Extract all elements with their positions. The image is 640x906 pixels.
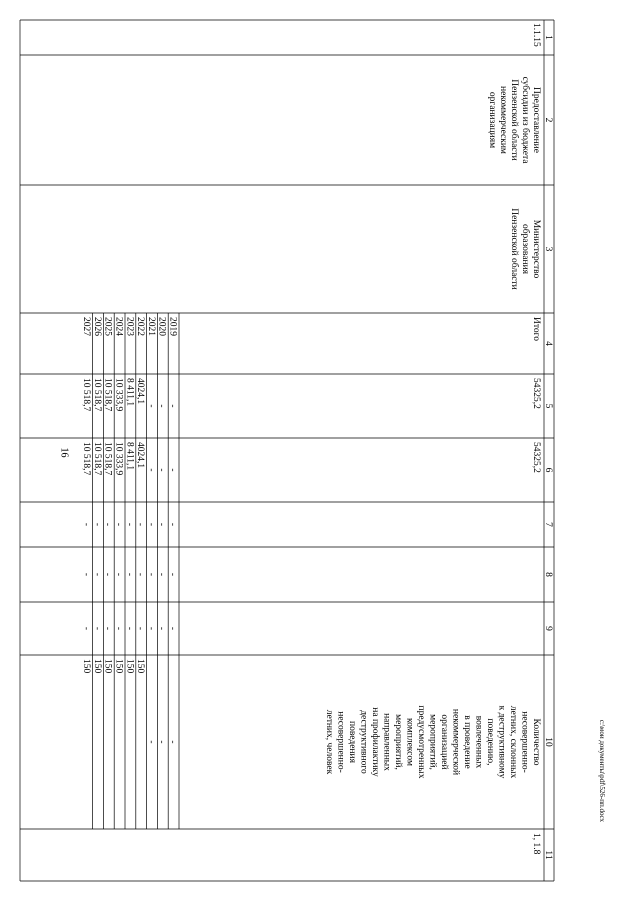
year-cell: 4024,1 bbox=[135, 442, 146, 469]
year-cell: 10 518,7 bbox=[102, 378, 113, 412]
year-cell: - bbox=[91, 626, 102, 631]
year-cell: - bbox=[113, 522, 124, 527]
column-number: 3 bbox=[543, 246, 553, 252]
year-cell: - bbox=[167, 468, 178, 472]
indicator-line: мероприятий, bbox=[427, 714, 438, 770]
year-cell: - bbox=[102, 522, 113, 527]
col11-value: 1, 1.8 bbox=[531, 833, 541, 855]
column-number: 5 bbox=[543, 403, 553, 409]
year-cell: - bbox=[113, 572, 124, 577]
year-cell: 10 333,9 bbox=[113, 378, 124, 412]
year-cell: - bbox=[124, 522, 135, 527]
year-label: 2019 bbox=[167, 317, 178, 336]
column-number: 2 bbox=[543, 117, 553, 123]
event-name-line: Предоставление bbox=[531, 87, 541, 153]
column-number: 6 bbox=[543, 467, 553, 473]
year-cell: - bbox=[156, 404, 167, 408]
year-label: 2027 bbox=[81, 317, 92, 336]
indicator-line: комплексом bbox=[404, 718, 415, 766]
year-cell: - bbox=[135, 626, 146, 631]
year-cell: 8 411,1 bbox=[124, 378, 135, 407]
year-cell: - bbox=[81, 522, 92, 527]
year-cell: - bbox=[156, 626, 167, 631]
year-cell: - bbox=[167, 572, 178, 577]
year-cell: - bbox=[167, 626, 178, 631]
indicator-line: несовершенно- bbox=[519, 711, 530, 773]
year-cell: - bbox=[167, 740, 178, 744]
year-cell: - bbox=[124, 626, 135, 631]
year-label: 2022 bbox=[135, 317, 146, 336]
year-cell: 10 518,7 bbox=[102, 442, 113, 476]
year-cell: - bbox=[135, 572, 146, 577]
year-cell: - bbox=[145, 522, 156, 527]
event-name-line: субсидии из бюджета bbox=[520, 76, 530, 164]
event-name-line: организациям bbox=[487, 91, 497, 149]
indicator-line: поведения bbox=[347, 721, 357, 763]
year-cell: 10 518,7 bbox=[81, 442, 92, 476]
indicator-line: к деструктивному bbox=[496, 705, 507, 779]
year-cell: 150 bbox=[135, 659, 146, 674]
executor-line: Министерство bbox=[531, 219, 541, 279]
indicator-line: Количество bbox=[531, 718, 541, 766]
year-cell: - bbox=[124, 572, 135, 577]
year-label: 2023 bbox=[124, 317, 135, 336]
indicator-line: летних, человек bbox=[324, 709, 334, 775]
year-cell: - bbox=[156, 740, 167, 744]
indicator-line: предусмотренных bbox=[416, 705, 426, 779]
column-number: 10 bbox=[543, 737, 553, 747]
year-cell: - bbox=[167, 404, 178, 408]
executor-line: Пензенской области bbox=[509, 208, 519, 290]
column-number: 4 bbox=[543, 341, 553, 346]
year-cell: - bbox=[102, 626, 113, 631]
year-label: 2025 bbox=[102, 317, 113, 336]
column-number: 1 bbox=[543, 35, 553, 40]
year-cell: - bbox=[81, 626, 92, 631]
year-cell: 10 333,9 bbox=[113, 442, 124, 476]
column-number: 7 bbox=[543, 522, 553, 527]
indicator-line: направленных bbox=[381, 713, 392, 771]
year-cell: - bbox=[145, 626, 156, 631]
indicator-line: вовлеченных bbox=[473, 715, 484, 769]
year-cell: 150 bbox=[113, 659, 124, 674]
indicator-line: поведению, bbox=[485, 718, 495, 766]
year-cell: - bbox=[113, 626, 124, 631]
total-label: Итого bbox=[531, 317, 541, 342]
total-col5: 54325,2 bbox=[531, 378, 541, 409]
year-cell: - bbox=[91, 522, 102, 527]
indicator-line: мероприятий, bbox=[393, 714, 403, 770]
column-number: 11 bbox=[543, 850, 553, 860]
table bbox=[20, 20, 554, 881]
year-cell: - bbox=[145, 404, 156, 408]
event-name-line: Пензенской области bbox=[509, 79, 519, 161]
year-label: 2026 bbox=[91, 317, 102, 336]
indicator-line: организацией bbox=[439, 714, 449, 770]
year-cell: - bbox=[135, 522, 146, 527]
year-label: 2020 bbox=[156, 317, 167, 336]
year-cell: 4024,1 bbox=[135, 378, 146, 405]
year-cell: 8 411,1 bbox=[124, 442, 135, 471]
year-cell: - bbox=[145, 740, 156, 744]
column-number: 8 bbox=[543, 572, 553, 577]
indicator-line: деструктивного bbox=[358, 710, 369, 774]
year-cell: - bbox=[156, 468, 167, 472]
year-label: 2021 bbox=[145, 317, 156, 336]
indicator-line: летних, склонных bbox=[508, 705, 518, 779]
year-cell: - bbox=[156, 522, 167, 527]
event-code: 1.1.15 bbox=[531, 23, 541, 47]
year-cell: - bbox=[145, 572, 156, 577]
year-cell: - bbox=[156, 572, 167, 577]
column-number: 9 bbox=[543, 626, 553, 631]
event-name-line: некоммерческим bbox=[498, 86, 508, 154]
year-cell: 10 518,7 bbox=[91, 378, 102, 412]
total-col6: 54325,2 bbox=[531, 442, 541, 473]
year-cell: - bbox=[81, 572, 92, 577]
page-number: 16 bbox=[58, 447, 70, 458]
executor-line: образования bbox=[520, 223, 530, 275]
indicator-line: на профилактику bbox=[370, 707, 380, 777]
indicator-line: в проведение bbox=[462, 715, 472, 769]
year-label: 2024 bbox=[113, 317, 124, 336]
footer-file-path: c:\мои документы\pdf\526-пп.docx bbox=[598, 719, 606, 823]
year-cell: - bbox=[91, 572, 102, 577]
year-cell: 10 518,7 bbox=[91, 442, 102, 476]
year-cell: - bbox=[167, 522, 178, 527]
year-cell: 10 518,7 bbox=[81, 378, 92, 412]
year-cell: 150 bbox=[81, 659, 92, 674]
year-cell: - bbox=[145, 468, 156, 472]
year-cell: 150 bbox=[102, 659, 113, 674]
year-cell: 150 bbox=[124, 659, 135, 674]
indicator-line: несовершенно- bbox=[335, 711, 346, 773]
indicator-line: некоммерческой bbox=[450, 708, 461, 776]
year-cell: 150 bbox=[91, 659, 102, 674]
year-cell: - bbox=[102, 572, 113, 577]
